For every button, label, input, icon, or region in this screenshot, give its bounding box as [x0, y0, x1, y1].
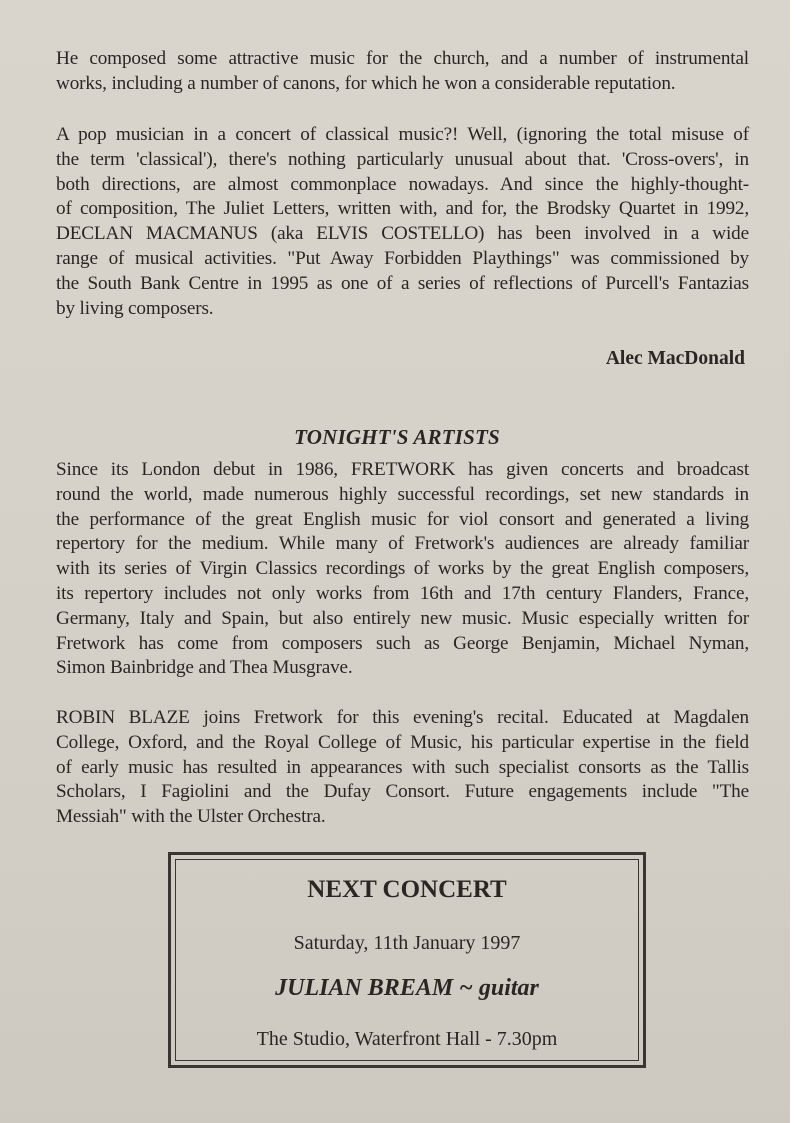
text-line: A pop musician in a concert of classical music?! Well, (ignoring the total misuse of	[56, 124, 749, 145]
text-line: the performance of the great English music for viol consort and generated a living	[56, 508, 749, 530]
next-concert-date: Saturday, 11th January 1997	[293, 932, 521, 954]
text-line: its repertory includes not only works from 16th and 17th century Flanders, France,	[56, 582, 749, 604]
text-line: Simon Bainbridge and Thea Musgrave.	[56, 657, 353, 679]
section-heading-tonights-artists: TONIGHT'S ARTISTS	[294, 425, 500, 449]
text-line: works, including a number of canons, for which he won a considerable reputation.	[56, 72, 676, 94]
next-concert-inner-border	[175, 859, 639, 1061]
text-line: He composed some attractive music for the church, and a number of instrumental	[56, 48, 749, 69]
text-line: the South Bank Centre in 1995 as one of a series of reflections of Purcell's Fantazias	[56, 272, 749, 294]
text-line: College, Oxford, and the Royal College of Music, his particular expertise in the field	[56, 731, 749, 753]
text-line: the term 'classical'), there's nothing particularly unusual about that. 'Cross-overs', in	[56, 148, 749, 170]
text-line: Scholars, I Fagiolini and the Dufay Consort. Future engagements include "The	[56, 781, 749, 803]
next-concert-box	[168, 852, 646, 1068]
author-signature: Alec MacDonald	[605, 348, 745, 369]
next-concert-performer: JULIAN BREAM ~ guitar	[275, 975, 539, 1001]
text-line: repertory for the medium. While many of Fretwork's audiences are already familiar	[56, 533, 749, 555]
next-concert-venue: The Studio, Waterfront Hall - 7.30pm	[256, 1028, 558, 1050]
text-line: by living composers.	[56, 297, 214, 319]
text-line: with its series of Virgin Classics recordings of works by the great English composers,	[56, 558, 749, 580]
paragraph-robin-blaze-bio	[56, 706, 749, 830]
text-line: of composition, The Juliet Letters, written with, and for, the Brodsky Quartet in 1992,	[56, 198, 749, 220]
text-line: Fretwork has come from composers such as George Benjamin, Michael Nyman,	[56, 632, 749, 654]
text-line: Since its London debut in 1986, FRETWORK has given concerts and broadcast	[56, 459, 749, 480]
paragraph-fretwork-bio	[56, 458, 749, 681]
text-line: round the world, made numerous highly successful recordings, set new standards in	[56, 483, 749, 505]
text-line: Germany, Italy and Spain, but also entirely new music. Music especially written for	[56, 607, 749, 629]
text-line: of early music has resulted in appearances with such specialist consorts as the Tallis	[56, 756, 749, 778]
text-line: range of musical activities. "Put Away Forbidden Playthings" was commissioned by	[56, 247, 749, 269]
paragraph-costello-note	[56, 123, 749, 321]
text-line: ROBIN BLAZE joins Fretwork for this evening's recital. Educated at Magdalen	[56, 707, 749, 728]
paragraph-composer-note	[56, 47, 749, 97]
text-line: both directions, are almost commonplace nowadays. And since the highly-thought-	[56, 173, 749, 195]
text-line: Messiah" with the Ulster Orchestra.	[56, 806, 326, 828]
text-line: DECLAN MACMANUS (aka ELVIS COSTELLO) has been involved in a wide	[56, 223, 749, 245]
next-concert-title: NEXT CONCERT	[307, 876, 507, 903]
